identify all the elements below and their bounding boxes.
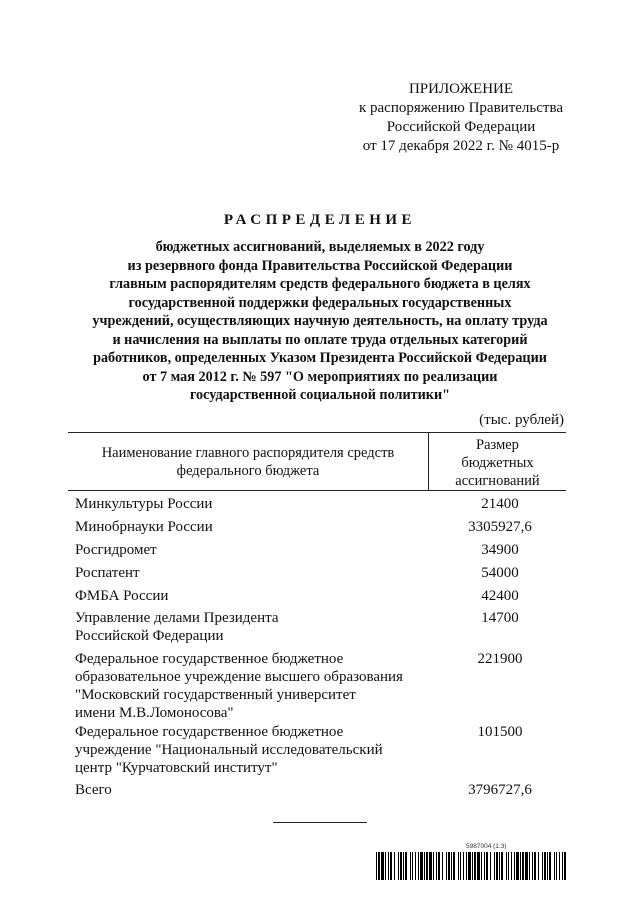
row-name-line: центр "Курчатовский институт" (75, 760, 278, 776)
column-header-line: ассигнований (455, 473, 540, 489)
row-name-line: Минобрнауки России (75, 519, 213, 535)
document-code: 5987004 (1.3) (466, 843, 507, 850)
barcode-icon (376, 852, 566, 880)
column-header-line: бюджетных (461, 455, 534, 471)
row-name (75, 564, 420, 582)
row-amount: 221900 (477, 651, 523, 667)
table-top-border (68, 432, 566, 433)
subtitle-line: работников, определенных Указом Президента Российской Федерации (93, 350, 547, 366)
subtitle-line: учреждений, осуществляющих научную деятельность, на оплату труда (92, 313, 548, 329)
row-name-line: Федеральное государственное бюджетное (75, 651, 344, 667)
subtitle-line: государственной социальной политики" (189, 387, 451, 403)
row-name (75, 587, 420, 605)
row-name-line: "Московский государственный университет (75, 687, 356, 703)
document-title: РАСПРЕДЕЛЕНИЕ (223, 212, 417, 228)
subtitle-line: главным распорядителям средств федерального бюджета в целях (109, 276, 531, 292)
total-label: Всего (75, 782, 112, 798)
row-name (75, 518, 420, 536)
row-name-line: Роспатент (75, 565, 140, 581)
row-name (75, 650, 420, 722)
column-header-recipient (68, 444, 428, 480)
row-amount: 42400 (481, 588, 519, 604)
row-name-line: ФМБА России (75, 588, 169, 604)
row-name-line: учреждение "Национальный исследовательский (75, 742, 383, 758)
row-name (75, 609, 420, 645)
units-label: (тыс. рублей) (479, 412, 564, 428)
column-header-line: федерального бюджета (176, 463, 320, 479)
column-header-line: Размер (476, 437, 519, 453)
row-name-line: Минкультуры России (75, 496, 213, 512)
document-subtitle (50, 238, 590, 405)
row-name (75, 723, 420, 777)
row-name (75, 495, 420, 513)
end-separator (273, 822, 367, 823)
row-amount: 3305927,6 (468, 519, 532, 535)
row-name-line: Росгидромет (75, 542, 157, 558)
subtitle-line: и начисления на выплаты по оплате труда отдельных категорий (112, 331, 528, 348)
row-name-line: Управление делами Президента (75, 610, 279, 626)
row-amount: 14700 (481, 610, 519, 626)
appendix-date-number: от 17 декабря 2022 г. № 4015-р (362, 138, 560, 154)
appendix-block (330, 80, 592, 156)
column-header-line: Наименование главного распорядителя средств (101, 445, 395, 461)
row-amount: 34900 (481, 542, 519, 558)
row-name-line: Федеральное государственное бюджетное (75, 724, 344, 740)
total-amount: 3796727,6 (468, 782, 532, 798)
subtitle-line: из резервного фонда Правительства Российской Федерации (127, 257, 513, 274)
row-amount: 21400 (481, 496, 519, 512)
row-name-line: Российской Федерации (75, 628, 224, 644)
subtitle-line: бюджетных ассигнований, выделяемых в 2022 году (155, 239, 485, 255)
table-header-border (68, 490, 566, 491)
row-amount: 54000 (481, 565, 519, 581)
row-amount: 101500 (477, 724, 523, 740)
row-name-line: образовательное учреждение высшего образования (75, 669, 403, 685)
subtitle-line: государственной поддержки федеральных государственных (128, 294, 512, 311)
subtitle-line: от 7 мая 2012 г. № 597 "О мероприятиях по реализации (142, 368, 498, 385)
appendix-heading: ПРИЛОЖЕНИЕ (408, 81, 514, 97)
row-name (75, 541, 420, 559)
appendix-reference: к распоряжению Правительства (358, 100, 563, 116)
row-name-line: имени М.В.Ломоносова" (75, 705, 234, 721)
column-header-amount (429, 436, 566, 490)
appendix-authority: Российской Федерации (386, 119, 536, 135)
